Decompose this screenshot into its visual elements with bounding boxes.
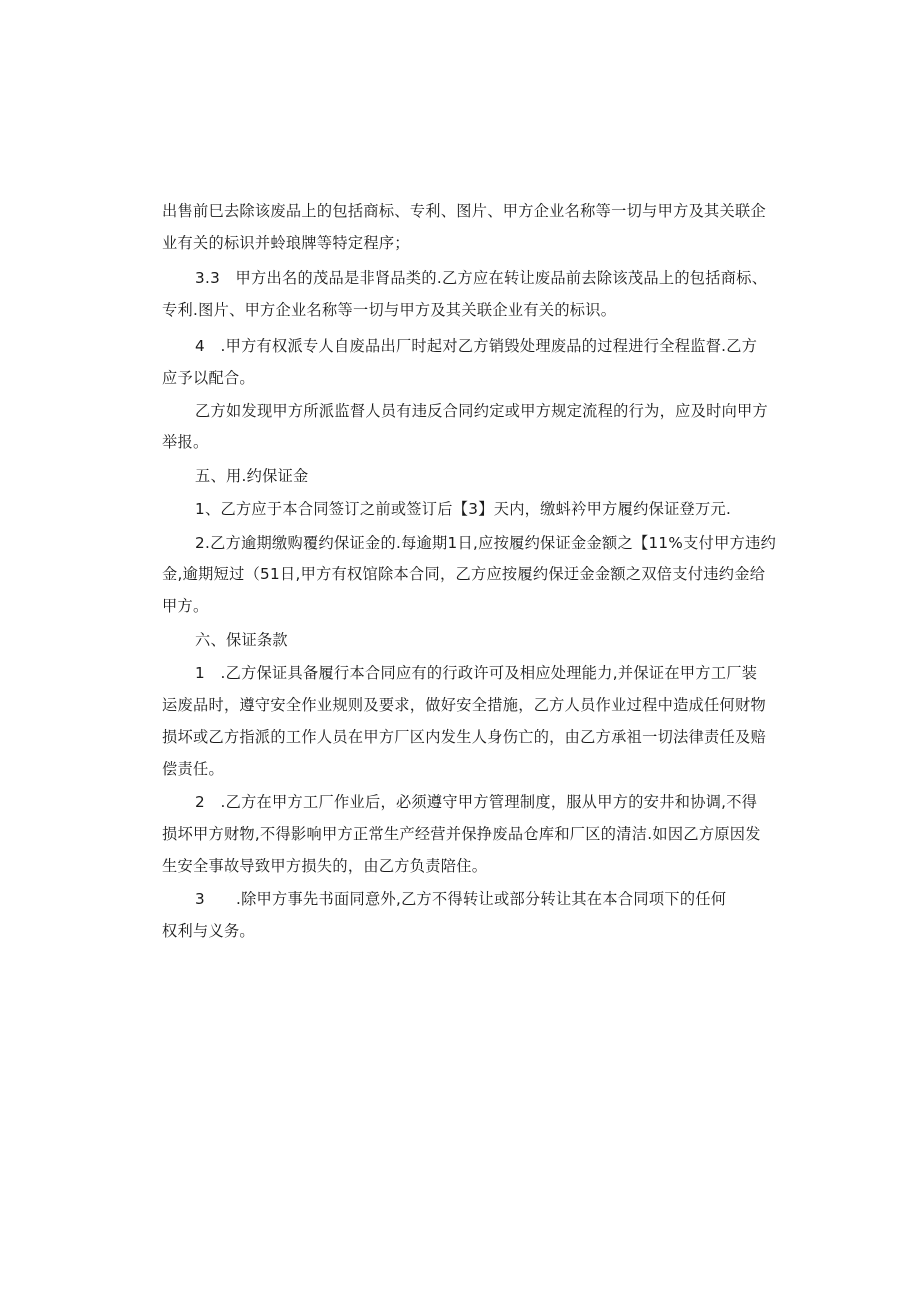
paragraph-line: 出售前巳去除该废品上的包括商标、专利、图片、甲方企业名称等一切与甲方及其关联企	[162, 202, 767, 220]
paragraph-line: 业有关的标识并蛉琅牌等特定程序；	[162, 234, 410, 252]
section-heading-6: 六、保证条款	[195, 631, 288, 649]
clause-6-1-line: 1 .乙方保证具备履行本合同应有的行政许可及相应处理能力,并保证在甲方工厂装	[195, 664, 758, 682]
clause-5-1-line: 1、乙方应于本合同签订之前或签订后【3】天内，缴蚪衿甲方履约保证登万元.	[195, 500, 732, 518]
paragraph-line: 举报。	[162, 433, 209, 451]
paragraph-line: 生安全事故导致甲方损失的，由乙方负责陪住。	[162, 857, 488, 875]
section-heading-5: 五、用.约保证金	[195, 467, 309, 485]
paragraph-line: 损坏或乙方指派的工作人员在甲方厂区内发生人身伤亡的，由乙方承祖一切法律责任及赔	[162, 728, 767, 746]
paragraph-line: 专利.图片、甲方企业名称等一切与甲方及其关联企业有关的标识。	[162, 301, 617, 319]
paragraph-line: 甲方。	[162, 597, 209, 615]
clause-6-3-line: 3 .除甲方事先书面同意外,乙方不得转让或部分转让其在本合同项下的任何	[195, 890, 727, 908]
paragraph-line: 损坏甲方财物,不得影响甲方正常生产经营并保挣废品仓库和厂区的清洁.如因乙方原因发	[162, 825, 761, 843]
paragraph-line: 权利与义务。	[162, 922, 255, 940]
paragraph-line: 运废品时，遵守安全作业规则及要求，做好安全措施，乙方人员作业过程中造成任何财物	[162, 696, 767, 714]
clause-4-line: 4 .甲方有权派专人自废品出厂时起对乙方销毁处理废品的过程进行全程监督.乙方	[195, 337, 758, 355]
paragraph-line: 乙方如发现甲方所派监督人员有违反合同约定或甲方规定流程的行为，应及时向甲方	[195, 402, 769, 420]
paragraph-line: 应予以配合。	[162, 369, 255, 387]
clause-3-3-line: 3.3 甲方出名的茂品是非肾品类的.乙方应在转让废品前去除该茂品上的包括商标、	[195, 269, 768, 287]
clause-5-2-line: 2.乙方逾期缴购覆约保证金的.每逾期1日,应按履约保证金金额之【11%支付甲方违约	[195, 534, 777, 552]
paragraph-line: 金,逾期短过（51日,甲方有权馆除本合同，乙方应按履约保迂金金额之双倍支付违约金给	[162, 565, 766, 583]
clause-6-2-line: 2 .乙方在甲方工厂作业后，必须遵守甲方管理制度，服从甲方的安井和协调,不得	[195, 793, 758, 811]
paragraph-line: 偿责任。	[162, 760, 224, 778]
